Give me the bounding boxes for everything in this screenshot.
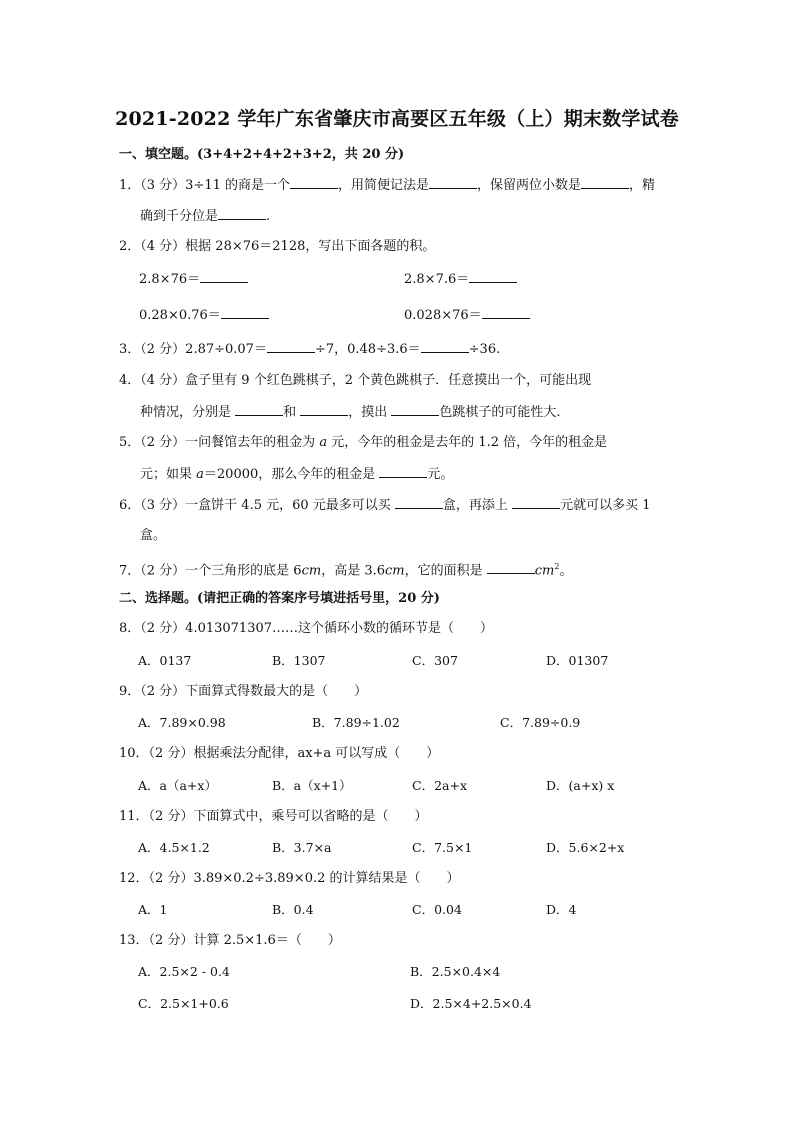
question-4-line-2 [140,403,561,422]
q9-option-c[interactable]: C．7.89÷0.9 [500,715,581,730]
q3-text-b: ÷7，0.48÷3.6＝ [314,342,421,357]
q7-exponent: 2 [554,562,560,571]
q12-option-a[interactable]: A．1 [138,902,168,917]
q6-text-c: 元就可以多买 1 [560,498,651,513]
question-1-line-2 [140,207,270,226]
q1-text-b: ，用简便记法是 [338,178,430,193]
question-12-stem: 12．（2 分）3.89×0.2÷3.89×0.2 的计算结果是（ ） [119,871,460,886]
answer-blank[interactable] [290,176,338,189]
q2-item-1 [139,270,248,289]
answer-blank[interactable] [221,306,269,319]
q1-text-c: ，保留两位小数是 [477,178,582,193]
answer-blank[interactable] [218,207,266,220]
q2-item-4-text: 0.028×76＝ [404,308,482,323]
question-9-stem: 9．（2 分）下面算式得数最大的是（ ） [119,684,368,699]
question-3 [119,340,500,359]
q6-text-b: 盒，再添上 [442,498,513,513]
q7-text-a: 7．（2 分）一个三角形的底是 6 [119,563,302,579]
q11-option-c[interactable]: C．7.5×1 [412,840,473,855]
q7-text-end: 。 [559,563,573,579]
answer-blank[interactable] [469,270,517,283]
q13-option-b[interactable]: B．2.5×0.4×4 [410,964,501,979]
q10-option-c[interactable]: C．2a+x [412,778,467,793]
q2-item-4 [404,306,530,325]
question-4-line-1: 4．（4 分）盒子里有 9 个红色跳棋子，2 个黄色跳棋子．任意摸出一个，可能出现 [119,373,592,388]
q4-text-b: 种情况，分别是 [140,405,236,420]
q2-item-1-text: 2.8×76＝ [139,272,201,287]
answer-blank[interactable] [487,561,535,574]
q4-text-d: ，摸出 [348,405,392,420]
q1-text-f: . [266,209,271,224]
answer-blank[interactable] [429,176,477,189]
q9-option-a[interactable]: A．7.89×0.98 [138,715,226,730]
q1-text-e: 确到千分位是 [140,209,219,224]
answer-blank[interactable] [379,465,427,478]
q10-option-b[interactable]: B．a（x+1） [272,778,352,793]
q4-text-c: 和 [283,405,301,420]
q8-option-a[interactable]: A．0137 [138,653,192,668]
q12-option-c[interactable]: C．0.04 [412,902,462,917]
question-1-line-1 [119,176,655,195]
q4-text-e: 色跳棋子的可能性大. [439,405,561,420]
q5-text-b1: 元；如果 [140,467,197,482]
q7-text-b: ，高是 3.6 [321,563,385,579]
question-8-stem: 8．（2 分）4.013071307……这个循环小数的循环节是（ ） [119,621,494,636]
q1-text-a: 1．（3 分）3÷11 的商是一个 [119,178,291,193]
page-title: 2021-2022 学年广东省肇庆市高要区五年级（上）期末数学试卷 [115,108,679,130]
q13-option-c[interactable]: C．2.5×1+0.6 [138,996,229,1011]
q5-variable-a: a [319,435,328,450]
answer-blank[interactable] [391,403,439,416]
answer-blank[interactable] [395,496,443,509]
q11-option-b[interactable]: B．3.7×a [272,840,332,855]
q5-variable-a: a [196,467,204,482]
answer-blank[interactable] [482,306,530,319]
q8-option-d[interactable]: D．01307 [546,653,609,668]
section-heading-choice: 二、选择题。(请把正确的答案序号填进括号里，20 分) [119,591,440,606]
section-heading-fill-in: 一、填空题。(3+4+2+4+2+3+2，共 20 分) [119,147,405,162]
answer-blank[interactable] [267,340,315,353]
q5-text-a2: 元，今年的租金是去年的 1.2 倍，今年的租金是 [327,435,608,450]
answer-blank[interactable] [200,270,248,283]
q5-text-a1: 5．（2 分）一问餐馆去年的租金为 [119,435,320,450]
q7-text-c: ，它的面积是 [404,563,487,579]
q8-option-b[interactable]: B．1307 [272,653,326,668]
answer-blank[interactable] [581,176,629,189]
q1-text-d: ，精 [629,178,656,193]
q13-option-d[interactable]: D．2.5×4+2.5×0.4 [410,996,532,1011]
question-6-line-1 [119,496,650,515]
q12-option-b[interactable]: B．0.4 [272,902,314,917]
q10-option-d[interactable]: D．(a+x) x [546,778,615,793]
q9-option-b[interactable]: B．7.89÷1.02 [312,715,400,730]
q3-text-a: 3．（2 分）2.87÷0.07＝ [119,342,267,357]
question-11-stem: 11．（2 分）下面算式中，乘号可以省略的是（ ） [119,809,428,824]
q11-option-a[interactable]: A．4.5×1.2 [138,840,210,855]
q8-option-c[interactable]: C．307 [412,653,458,668]
q7-unit-cm: cm [301,563,322,579]
q11-option-d[interactable]: D．5.6×2+x [546,840,625,855]
question-7 [119,558,572,580]
question-10-stem: 10．（2 分）根据乘法分配律，ax+a 可以写成（ ） [119,746,440,761]
q5-text-b3: 元。 [427,467,454,482]
q13-option-a[interactable]: A．2.5×2 - 0.4 [138,964,230,979]
q12-option-d[interactable]: D．4 [546,902,577,917]
question-13-stem: 13．（2 分）计算 2.5×1.6＝（ ） [119,933,341,948]
answer-blank[interactable] [421,340,469,353]
q7-unit-cm2: cm [534,563,555,579]
q2-item-2-text: 2.8×7.6＝ [404,272,470,287]
q10-option-a[interactable]: A．a（a+x） [138,778,217,793]
q2-item-2 [404,270,517,289]
q2-item-3-text: 0.28×0.76＝ [139,308,221,323]
q2-item-3 [139,306,269,325]
question-2-stem: 2．（4 分）根据 28×76＝2128，写出下面各题的积。 [119,239,436,254]
question-6-line-2: 盒。 [140,528,167,543]
answer-blank[interactable] [300,403,348,416]
answer-blank[interactable] [512,496,560,509]
q6-text-a: 6．（3 分）一盒饼干 4.5 元，60 元最多可以买 [119,498,395,513]
question-5-line-1 [119,434,607,452]
answer-blank[interactable] [235,403,283,416]
question-5-line-2 [140,465,453,484]
q3-text-c: ÷36. [468,342,501,357]
q5-text-b2: ＝20000，那么今年的租金是 [203,467,380,482]
q7-unit-cm: cm [385,563,405,579]
